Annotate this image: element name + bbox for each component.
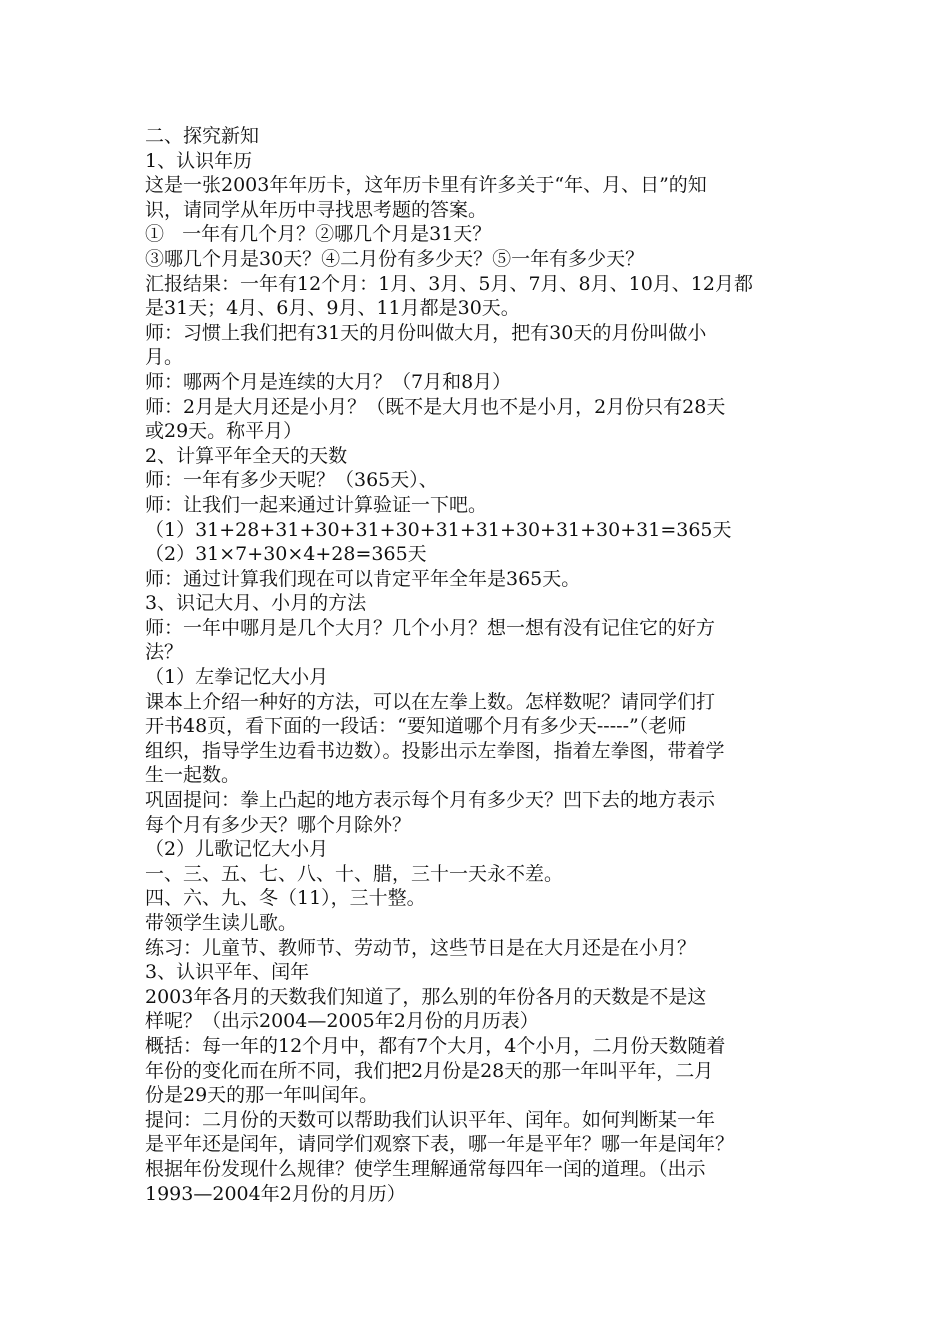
paragraph-line: 或29天。称平月） [145, 420, 303, 443]
list-item-heading: （2）儿歌记忆大小月 [145, 838, 329, 861]
document-body [145, 124, 825, 1206]
question-line: ① 一年有几个月？②哪几个月是31天？ [145, 223, 492, 246]
subsection-heading: 1、认识年历 [145, 149, 253, 172]
paragraph-line: 师：一年中哪月是几个大月？几个小月？想一想有没有记住它的好方 [145, 616, 716, 639]
paragraph-line: 每个月有多少天？哪个月除外？ [145, 813, 412, 836]
paragraph-line: 这是一张2003年年历卡，这年历卡里有许多关于“年、月、日”的知 [145, 174, 707, 197]
rhyme-line: 一、三、五、七、八、十、腊，三十一天永不差。 [145, 862, 564, 885]
paragraph-line: 是31天；4月、6月、9月、11月都是30天。 [145, 297, 520, 320]
paragraph-line: 师：一年有多少天呢？（365天）、 [145, 469, 438, 492]
paragraph-line: 组织，指导学生边看书边数）。投影出示左拳图，指着左拳图，带着学 [145, 739, 725, 762]
section-heading: 二、探究新知 [145, 125, 260, 147]
equation-line: （2）31×7+30×4+28=365天 [145, 543, 427, 566]
paragraph-line: 是平年还是闰年，请同学们观察下表，哪一年是平年？哪一年是闰年？ [145, 1133, 735, 1156]
question-line: ③哪几个月是30天？④二月份有多少天？⑤一年有多少天？ [145, 247, 645, 270]
paragraph-line: 概括：每一年的12个月中，都有7个大月，4个小月，二月份天数随着 [145, 1034, 726, 1057]
paragraph-line: 根据年份发现什么规律？使学生理解通常每四年一闰的道理。（出示 [145, 1157, 706, 1180]
paragraph-line: 份是29天的那一年叫闰年。 [145, 1084, 379, 1107]
rhyme-line: 四、六、九、冬（11），三十整。 [145, 887, 426, 910]
subsection-heading: 2、计算平年全天的天数 [145, 444, 348, 467]
paragraph-line: 巩固提问：拳上凸起的地方表示每个月有多少天？凹下去的地方表示 [145, 789, 716, 812]
paragraph-line: 师：通过计算我们现在可以肯定平年全年是365天。 [145, 567, 581, 590]
subsection-heading: 3、认识平年、闰年 [145, 961, 310, 984]
paragraph-line: 师：习惯上我们把有31天的月份叫做大月，把有30天的月份叫做小 [145, 321, 707, 344]
paragraph-line: 提问：二月份的天数可以帮助我们认识平年、闰年。如何判断某一年 [145, 1108, 716, 1131]
paragraph-line: 汇报结果：一年有12个月：1月、3月、5月、7月、8月、10月、12月都 [145, 272, 753, 295]
equation-line: （1）31+28+31+30+31+30+31+31+30+31+30+31=365天 [145, 518, 732, 541]
paragraph-line: 师：2月是大月还是小月？（既不是大月也不是小月，2月份只有28天 [145, 395, 726, 418]
paragraph-line: 2003年各月的天数我们知道了，那么别的年份各月的天数是不是这 [145, 985, 707, 1008]
subsection-heading: 3、识记大月、小月的方法 [145, 592, 367, 615]
paragraph-line: 生一起数。 [145, 764, 241, 787]
paragraph-line: 练习：儿童节、教师节、劳动节，这些节日是在大月还是在小月？ [145, 936, 697, 959]
paragraph-line: 识，请同学从年历中寻找思考题的答案。 [145, 198, 488, 221]
paragraph-line: 年份的变化而在所不同，我们把2月份是28天的那一年叫平年，二月 [145, 1059, 714, 1082]
paragraph-line: 师：哪两个月是连续的大月？（7月和8月） [145, 370, 512, 393]
paragraph-line: 课本上介绍一种好的方法，可以在左拳上数。怎样数呢？请同学们打 [145, 690, 716, 713]
paragraph-line: 1993—2004年2月份的月历） [145, 1182, 406, 1205]
paragraph-line: 样呢？（出示2004—2005年2月份的月历表） [145, 1010, 539, 1033]
paragraph-line: 师：让我们一起来通过计算验证一下吧。 [145, 493, 488, 516]
paragraph-line: 法？ [145, 641, 184, 664]
paragraph-line: 带领学生读儿歌。 [145, 912, 298, 934]
list-item-heading: （1）左拳记忆大小月 [145, 666, 329, 689]
paragraph-line: 开书48页，看下面的一段话：“要知道哪个月有多少天-----”（老师 [145, 715, 687, 738]
paragraph-line: 月。 [145, 346, 184, 369]
